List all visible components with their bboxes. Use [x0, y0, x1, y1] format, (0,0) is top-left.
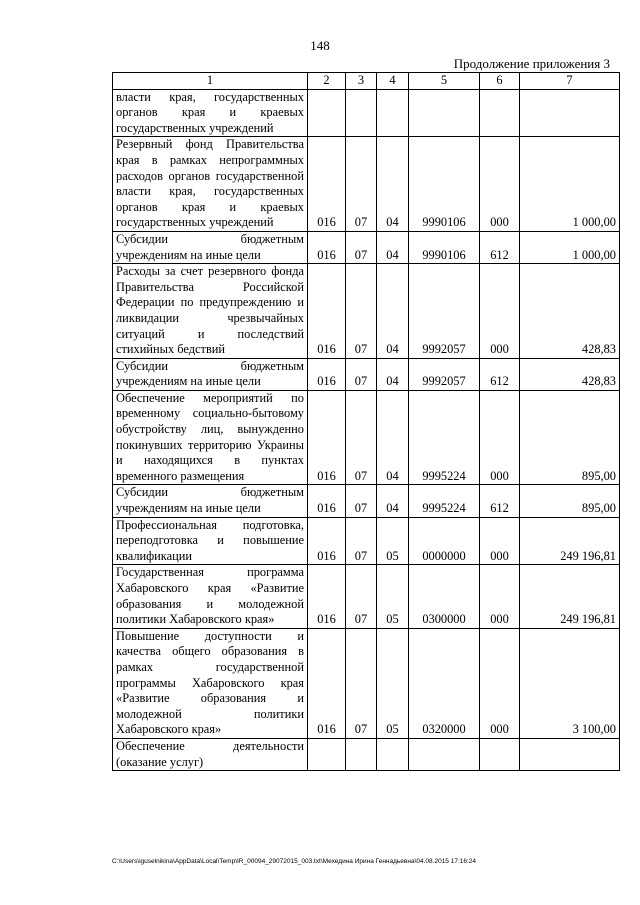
row-ministry-code — [308, 738, 346, 770]
table-row — [113, 628, 620, 738]
page-number: 148 — [310, 38, 330, 53]
row-subsection — [377, 89, 409, 137]
row-amount: 249 196,81 — [520, 565, 620, 628]
row-name: Обеспечение деятельности (оказание услуг) — [113, 738, 308, 770]
row-amount: 1 000,00 — [520, 231, 620, 263]
row-amount: 249 196,81 — [520, 517, 620, 565]
row-section: 07 — [346, 231, 377, 263]
row-ministry-code: 016 — [308, 264, 346, 359]
table-row — [113, 565, 620, 628]
row-target-item: 9990106 — [409, 137, 480, 232]
row-ministry-code — [308, 89, 346, 137]
row-expense-type: 612 — [480, 231, 520, 263]
row-ministry-code: 016 — [308, 390, 346, 485]
row-section: 07 — [346, 358, 377, 390]
row-expense-type: 000 — [480, 390, 520, 485]
table-header-row — [113, 73, 620, 90]
row-section: 07 — [346, 137, 377, 232]
row-ministry-code: 016 — [308, 485, 346, 517]
row-subsection: 04 — [377, 264, 409, 359]
row-ministry-code: 016 — [308, 231, 346, 263]
row-target-item — [409, 738, 480, 770]
row-ministry-code: 016 — [308, 565, 346, 628]
continuation-label: Продолжение приложения 3 — [453, 56, 610, 71]
row-name: Субсидии бюджетным учреждениям на иные цели — [113, 231, 308, 263]
row-section: 07 — [346, 264, 377, 359]
column-header: 6 — [480, 73, 520, 90]
column-header: 3 — [346, 73, 377, 90]
row-ministry-code: 016 — [308, 628, 346, 738]
row-target-item: 9992057 — [409, 358, 480, 390]
row-subsection: 04 — [377, 390, 409, 485]
row-section — [346, 738, 377, 770]
row-subsection: 04 — [377, 485, 409, 517]
row-subsection — [377, 738, 409, 770]
row-name: Субсидии бюджетным учреждениям на иные цели — [113, 358, 308, 390]
row-expense-type — [480, 738, 520, 770]
table-row — [113, 137, 620, 232]
row-amount: 428,83 — [520, 264, 620, 359]
row-expense-type: 000 — [480, 517, 520, 565]
row-amount — [520, 89, 620, 137]
row-target-item: 9990106 — [409, 231, 480, 263]
row-target-item: 9995224 — [409, 485, 480, 517]
table-row — [113, 390, 620, 485]
row-section: 07 — [346, 565, 377, 628]
row-amount: 895,00 — [520, 390, 620, 485]
budget-table — [112, 72, 620, 771]
row-name: Профессиональная подготовка, переподготовка и повышение квалификации — [113, 517, 308, 565]
column-header: 2 — [308, 73, 346, 90]
row-target-item: 9992057 — [409, 264, 480, 359]
row-target-item: 0000000 — [409, 517, 480, 565]
column-header: 5 — [409, 73, 480, 90]
row-subsection: 05 — [377, 628, 409, 738]
row-name: власти края, государственных органов края и краевых государственных учреждений — [113, 89, 308, 137]
row-expense-type: 000 — [480, 565, 520, 628]
row-name: Расходы за счет резервного фонда Правительства Российской Федерации по предупреждению и ликвидации чрезвычайных ситуаций и последствий стихийных бедствий — [113, 264, 308, 359]
row-name: Субсидии бюджетным учреждениям на иные цели — [113, 485, 308, 517]
table-row — [113, 738, 620, 770]
row-subsection: 04 — [377, 358, 409, 390]
row-expense-type: 000 — [480, 628, 520, 738]
row-target-item: 0320000 — [409, 628, 480, 738]
row-amount — [520, 738, 620, 770]
row-expense-type: 612 — [480, 485, 520, 517]
row-subsection: 05 — [377, 517, 409, 565]
row-section: 07 — [346, 390, 377, 485]
row-target-item — [409, 89, 480, 137]
table-row — [113, 264, 620, 359]
row-ministry-code: 016 — [308, 137, 346, 232]
row-subsection: 05 — [377, 565, 409, 628]
row-section: 07 — [346, 485, 377, 517]
row-name: Обеспечение мероприятий по временному социально-бытовому обустройству лиц, вынужденно покинувших территорию Украины и находящихся в пунктах временного размещения — [113, 390, 308, 485]
row-expense-type: 612 — [480, 358, 520, 390]
table-row — [113, 485, 620, 517]
row-name: Государственная программа Хабаровского края «Развитие образования и молодежной политики Хабаровского края» — [113, 565, 308, 628]
footer-path: C:\Users\iguselnikina\AppData\Local\Temp\IR_00094_29072015_003.txt\Мехедина Ирина Геннадьевна\04.08.2015 17:16:24 — [112, 858, 477, 865]
row-amount: 895,00 — [520, 485, 620, 517]
row-name: Резервный фонд Правительства края в рамках непрограммных расходов органов государственной власти края, государственных органов края и краевых государственных учреждений — [113, 137, 308, 232]
row-expense-type: 000 — [480, 137, 520, 232]
row-name: Повышение доступности и качества общего образования в рамках государственной программы Хабаровского края «Развитие образования и молодежной политики Хабаровского края» — [113, 628, 308, 738]
table-row — [113, 358, 620, 390]
row-amount: 428,83 — [520, 358, 620, 390]
row-target-item: 0300000 — [409, 565, 480, 628]
table-row — [113, 89, 620, 137]
row-target-item: 9995224 — [409, 390, 480, 485]
row-expense-type — [480, 89, 520, 137]
row-expense-type: 000 — [480, 264, 520, 359]
row-ministry-code: 016 — [308, 517, 346, 565]
row-section — [346, 89, 377, 137]
row-ministry-code: 016 — [308, 358, 346, 390]
row-section: 07 — [346, 628, 377, 738]
table-row — [113, 231, 620, 263]
row-subsection: 04 — [377, 137, 409, 232]
column-header: 4 — [377, 73, 409, 90]
table-row — [113, 517, 620, 565]
column-header: 7 — [520, 73, 620, 90]
row-amount: 1 000,00 — [520, 137, 620, 232]
row-section: 07 — [346, 517, 377, 565]
column-header: 1 — [113, 73, 308, 90]
row-subsection: 04 — [377, 231, 409, 263]
row-amount: 3 100,00 — [520, 628, 620, 738]
